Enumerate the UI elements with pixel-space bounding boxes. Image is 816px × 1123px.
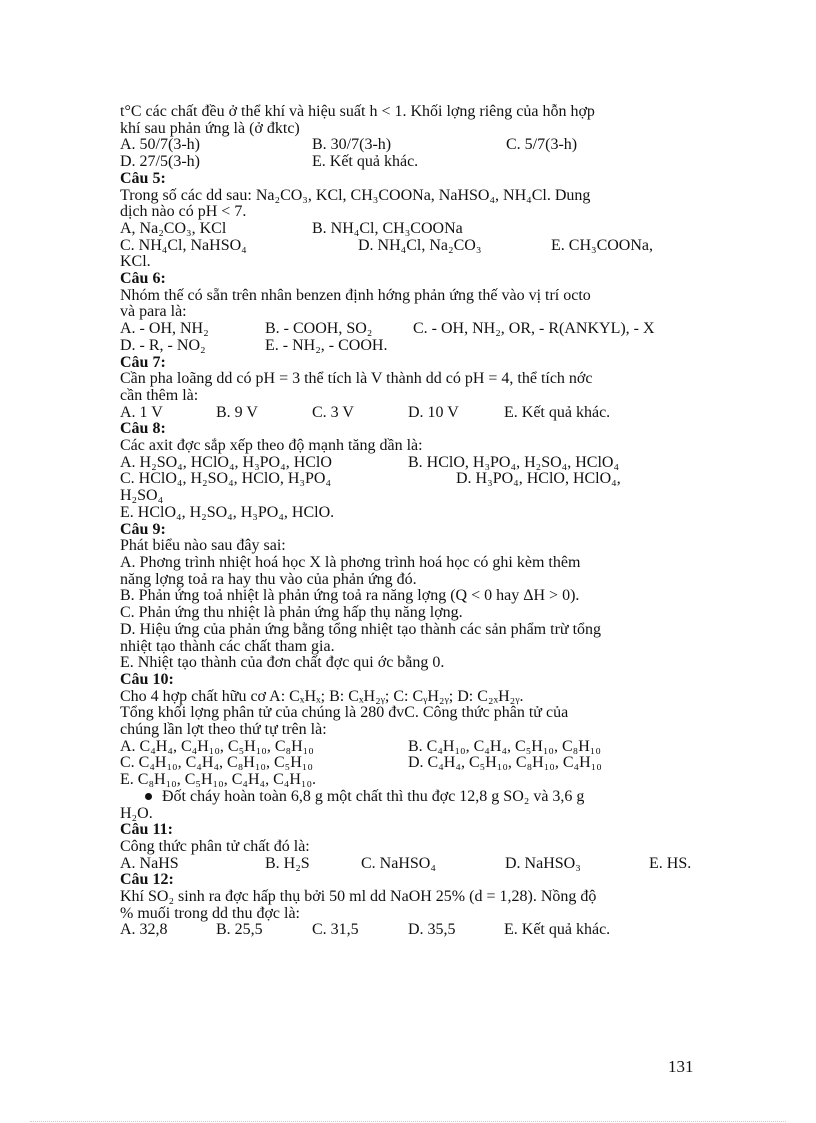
text-line — [120, 705, 700, 722]
line-text: Nhóm thế có sẵn trên nhân benzen định hớng phản ứng thế vào vị trí octo — [120, 286, 591, 304]
answer-option: A. 32,8 — [120, 921, 168, 939]
line-text: dịch nào có pH < 7. — [120, 203, 247, 221]
text-line — [120, 371, 700, 388]
question-heading — [120, 171, 700, 188]
text-line — [120, 588, 700, 605]
answer-options-row — [120, 338, 700, 355]
answer-option: D. 35,5 — [408, 921, 456, 939]
text-line — [120, 605, 700, 622]
answer-options-row — [120, 405, 700, 422]
text-line — [120, 121, 700, 138]
answer-option: A. 50/7(3-h) — [120, 136, 200, 154]
text-line — [120, 288, 700, 305]
answer-options-row — [120, 739, 700, 756]
text-line — [120, 889, 700, 906]
answer-option: B. H₂S — [265, 854, 310, 872]
line-text: Câu 8: — [120, 420, 166, 438]
text-line — [120, 304, 700, 321]
answer-option: C. - OH, NH₂, OR, - R(ANKYL), - X — [413, 320, 655, 338]
text-line — [120, 388, 700, 405]
answer-option: E. Kết quả khác. — [312, 153, 419, 171]
line-text: Phát biểu nào sau đây sai: — [120, 537, 286, 555]
line-text: Câu 5: — [120, 169, 166, 187]
line-text: t°C các chất đều ở thể khí và hiệu suất h < 1. Khối lợng riêng của hỗn hợp — [120, 103, 595, 120]
answer-option: D. H₃PO₄, HClO, HClO₄, — [456, 470, 621, 488]
answer-option: C. HClO₄, H₂SO₄, HClO, H₃PO₄ — [120, 470, 332, 488]
answer-options-row — [120, 471, 700, 488]
line-text: Đốt cháy hoàn toàn 6,8 g một chất thì thu đợc 12,8 g SO₂ và 3,6 g — [162, 787, 585, 805]
text-line — [120, 689, 700, 706]
text-line — [120, 655, 700, 672]
text-line — [120, 505, 700, 522]
question-heading — [120, 355, 700, 372]
answer-option: A. 1 V — [120, 403, 163, 421]
text-line — [120, 772, 700, 789]
answer-options-row — [120, 922, 700, 939]
question-heading — [120, 822, 700, 839]
line-text: Khí SO₂ sinh ra đợc hấp thụ bởi 50 ml dd NaOH 25% (d = 1,28). Nồng độ — [120, 888, 597, 906]
line-text: D. Hiệu ứng của phản ứng bằng tổng nhiệt tạo thành các sản phẩm trừ tổng — [120, 620, 602, 638]
line-text: B. Phản ứng toả nhiệt là phản ứng toả ra năng lợng (Q < 0 hay ΔH > 0). — [120, 587, 580, 605]
document-body — [120, 104, 700, 939]
answer-option: C. 5/7(3-h) — [506, 136, 578, 154]
question-heading — [120, 271, 700, 288]
text-line — [120, 188, 700, 205]
text-line — [120, 789, 700, 806]
question-heading — [120, 672, 700, 689]
answer-option: B. - COOH, SO₂ — [265, 320, 373, 338]
answer-options-row — [120, 455, 700, 472]
answer-option: B. NH₄Cl, CH₃COONa — [312, 219, 463, 237]
answer-option: B. HClO, H₃PO₄, H₂SO₄, HClO₄ — [408, 453, 620, 471]
line-text: H₂O. — [120, 804, 153, 822]
answer-option: D. NaHSO₃ — [505, 854, 581, 872]
text-line — [120, 722, 700, 739]
text-line — [120, 839, 700, 856]
answer-option: C. NaHSO₄ — [361, 854, 436, 872]
answer-option: B. 25,5 — [216, 921, 263, 939]
line-text: năng lợng toả ra hay thu vào của phản ứng đó. — [120, 570, 417, 588]
answer-option: B. 9 V — [216, 403, 258, 421]
text-line — [120, 806, 700, 823]
line-text: Câu 10: — [120, 670, 174, 688]
question-heading — [120, 522, 700, 539]
answer-option: D. 10 V — [408, 403, 459, 421]
answer-options-row — [120, 221, 700, 238]
line-text: Câu 12: — [120, 871, 174, 889]
line-text: cần thêm là: — [120, 386, 199, 404]
text-line — [120, 538, 700, 555]
line-text: khí sau phản ứng là (ở đktc) — [120, 119, 300, 137]
answer-options-row — [120, 238, 700, 255]
line-text: Câu 9: — [120, 520, 166, 538]
answer-option: B. 30/7(3-h) — [312, 136, 392, 154]
line-text: nhiệt tạo thành các chất tham gia. — [120, 637, 335, 655]
line-text: Tổng khối lợng phân tử của chúng là 280 đvC. Công thức phân tử của — [120, 704, 569, 722]
line-text: và para là: — [120, 303, 187, 321]
line-text: A. Phơng trình nhiệt hoá học X là phơng trình hoá học có ghi kèm thêm — [120, 553, 581, 571]
question-heading — [120, 421, 700, 438]
answer-options-row — [120, 755, 700, 772]
answer-option: E. Kết quả khác. — [504, 921, 611, 939]
answer-option: C. 31,5 — [312, 921, 359, 939]
text-line — [120, 488, 700, 505]
text-line — [120, 555, 700, 572]
answer-option: C. NH₄Cl, NaHSO₄ — [120, 236, 247, 254]
line-text: H₂SO₄ — [120, 487, 164, 505]
answer-option: B. C₄H₁₀, C₄H₄, C₅H₁₀, C₈H₁₀ — [408, 737, 601, 755]
line-text: Các axit đợc sắp xếp theo độ mạnh tăng dần là: — [120, 437, 423, 455]
answer-option: A. NaHS — [120, 854, 179, 872]
answer-option: A. H₂SO₄, HClO₄, H₃PO₄, HClO — [120, 453, 332, 471]
line-text: E. Nhiệt tạo thành của đơn chất đợc qui ớc bằng 0. — [120, 654, 445, 672]
line-text: Cho 4 hợp chất hữu cơ A: CₓHₓ; B: CₓH₂ᵧ; C: CᵧH₂ᵧ; D: C₂ₓH₂ᵧ. — [120, 687, 524, 705]
page-number: 131 — [668, 1057, 694, 1076]
line-text: Công thức phân tử chất đó là: — [120, 837, 310, 855]
footer-divider — [30, 1121, 786, 1122]
text-line — [120, 639, 700, 656]
text-line — [120, 104, 700, 121]
answer-option: D. - R, - NO₂ — [120, 336, 206, 354]
bullet-icon — [145, 793, 152, 800]
line-text: chúng lần lợt theo thứ tự trên là: — [120, 721, 327, 739]
answer-option: C. C₄H₁₀, C₄H₄, C₈H₁₀, C₅H₁₀ — [120, 754, 313, 772]
answer-option: C. 3 V — [312, 403, 354, 421]
line-text: Câu 6: — [120, 270, 166, 288]
line-text: % muối trong dd thu đợc là: — [120, 904, 300, 922]
answer-option: E. - NH₂, - COOH. — [265, 336, 388, 354]
text-line — [120, 204, 700, 221]
answer-option: D. 27/5(3-h) — [120, 153, 200, 171]
text-line — [120, 438, 700, 455]
answer-option: A, Na₂CO₃, KCl — [120, 219, 227, 237]
answer-option: D. C₄H₄, C₅H₁₀, C₈H₁₀, C₄H₁₀ — [408, 754, 602, 772]
answer-options-row — [120, 856, 700, 873]
text-line — [120, 906, 700, 923]
answer-option: D. NH₄Cl, Na₂CO₃ — [358, 236, 482, 254]
line-text: Câu 7: — [120, 353, 166, 371]
answer-option: A. - OH, NH₂ — [120, 320, 209, 338]
answer-option: E. HS. — [649, 854, 692, 872]
line-text: E. C₈H₁₀, C₅H₁₀, C₄H₄, C₄H₁₀. — [120, 771, 317, 789]
question-heading — [120, 872, 700, 889]
line-text: C. Phản ứng thu nhiệt là phản ứng hấp thụ năng lợng. — [120, 604, 463, 622]
line-text: Cần pha loãng dd có pH = 3 thể tích là V thành dd có pH = 4, thể tích nớc — [120, 370, 593, 388]
text-line — [120, 622, 700, 639]
line-text: Câu 11: — [120, 821, 173, 839]
answer-options-row — [120, 154, 700, 171]
line-text: KCl. — [120, 253, 151, 271]
answer-option: A. C₄H₄, C₄H₁₀, C₅H₁₀, C₈H₁₀ — [120, 737, 314, 755]
answer-options-row — [120, 321, 700, 338]
line-text: E. HClO₄, H₂SO₄, H₃PO₄, HClO. — [120, 503, 335, 521]
answer-option: E. Kết quả khác. — [504, 403, 611, 421]
answer-options-row — [120, 137, 700, 154]
answer-option: E. CH₃COONa, — [551, 236, 654, 254]
line-text: Trong số các dd sau: Na₂CO₃, KCl, CH₃COONa, NaHSO₄, NH₄Cl. Dung — [120, 186, 591, 204]
text-line — [120, 572, 700, 589]
text-line — [120, 254, 700, 271]
